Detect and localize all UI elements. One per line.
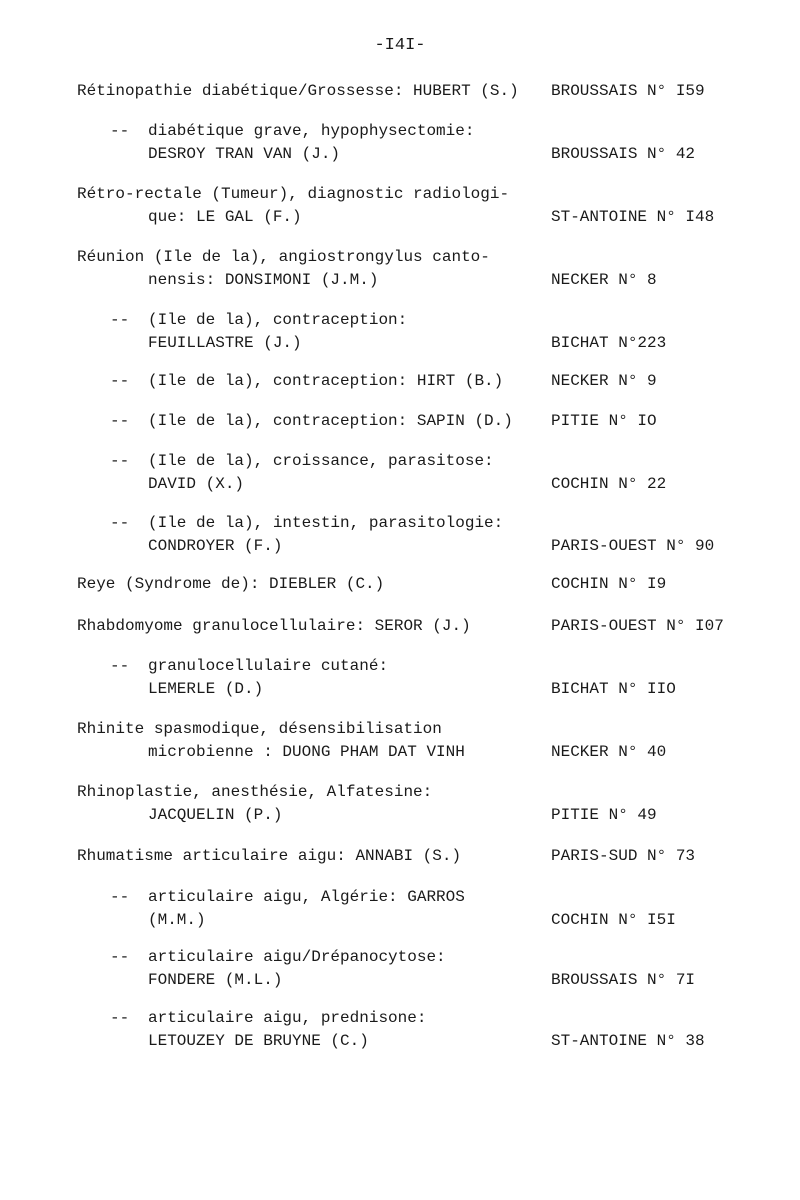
entry-location: BICHAT N° IIO [551,680,676,698]
page-number: -I4I- [374,36,426,55]
entry-text: LEMERLE (D.) [148,680,264,698]
continuation-dash: -- [110,657,130,675]
entry-location: NECKER N° 8 [551,271,657,289]
entry-text: Rétro-rectale (Tumeur), diagnostic radiologi- [77,185,510,203]
entry-text: (Ile de la), contraception: HIRT (B.) [148,372,504,390]
entry-location: BICHAT N°223 [551,334,667,352]
entry-text: articulaire aigu/Drépanocytose: [148,948,446,966]
entry-text: DESROY TRAN VAN (J.) [148,145,341,163]
continuation-dash: -- [110,412,130,430]
entry-text: Rhinite spasmodique, désensibilisation [77,720,442,738]
entry-location: PARIS-SUD N° 73 [551,847,696,865]
entry-text: Rétinopathie diabétique/Grossesse: HUBERT (S.) [77,82,519,100]
entry-text: Reye (Syndrome de): DIEBLER (C.) [77,575,385,593]
entry-location: COCHIN N° 22 [551,475,667,493]
entry-text: diabétique grave, hypophysectomie: [148,122,475,140]
entry-text: FONDERE (M.L.) [148,971,283,989]
entry-location: PARIS-OUEST N° 90 [551,537,715,555]
entry-text: JACQUELIN (P.) [148,806,283,824]
entry-text: FEUILLASTRE (J.) [148,334,302,352]
entry-text: que: LE GAL (F.) [148,208,302,226]
entry-text: Rhumatisme articulaire aigu: ANNABI (S.) [77,847,462,865]
entry-text: nensis: DONSIMONI (J.M.) [148,271,379,289]
entry-text: articulaire aigu, Algérie: GARROS [148,888,465,906]
entry-location: NECKER N° 9 [551,372,657,390]
continuation-dash: -- [110,122,130,140]
entry-text: granulocellulaire cutané: [148,657,389,675]
continuation-dash: -- [110,311,130,329]
continuation-dash: -- [110,452,130,470]
entry-location: ST-ANTOINE N° 38 [551,1032,705,1050]
entry-text: (M.M.) [148,911,206,929]
entry-text: Réunion (Ile de la), angiostrongylus canto- [77,248,490,266]
entry-text: (Ile de la), intestin, parasitologie: [148,514,504,532]
entry-text: CONDROYER (F.) [148,537,283,555]
entry-location: BROUSSAIS N° 7I [551,971,696,989]
entry-location: BROUSSAIS N° I59 [551,82,705,100]
entry-location: PITIE N° 49 [551,806,657,824]
entry-text: Rhabdomyome granulocellulaire: SEROR (J.) [77,617,471,635]
continuation-dash: -- [110,372,130,390]
entry-text: articulaire aigu, prednisone: [148,1009,427,1027]
entry-text: (Ile de la), contraception: [148,311,408,329]
entry-text: DAVID (X.) [148,475,245,493]
entry-text: (Ile de la), croissance, parasitose: [148,452,494,470]
entry-location: PARIS-OUEST N° I07 [551,617,724,635]
continuation-dash: -- [110,1009,130,1027]
entry-text: (Ile de la), contraception: SAPIN (D.) [148,412,513,430]
entry-location: BROUSSAIS N° 42 [551,145,696,163]
entry-location: PITIE N° IO [551,412,657,430]
entry-location: NECKER N° 40 [551,743,667,761]
continuation-dash: -- [110,514,130,532]
entry-location: COCHIN N° I5I [551,911,676,929]
entry-text: Rhinoplastie, anesthésie, Alfatesine: [77,783,433,801]
entry-location: ST-ANTOINE N° I48 [551,208,715,226]
entry-text: microbienne : DUONG PHAM DAT VINH [148,743,465,761]
continuation-dash: -- [110,888,130,906]
continuation-dash: -- [110,948,130,966]
entry-location: COCHIN N° I9 [551,575,667,593]
entry-text: LETOUZEY DE BRUYNE (C.) [148,1032,369,1050]
